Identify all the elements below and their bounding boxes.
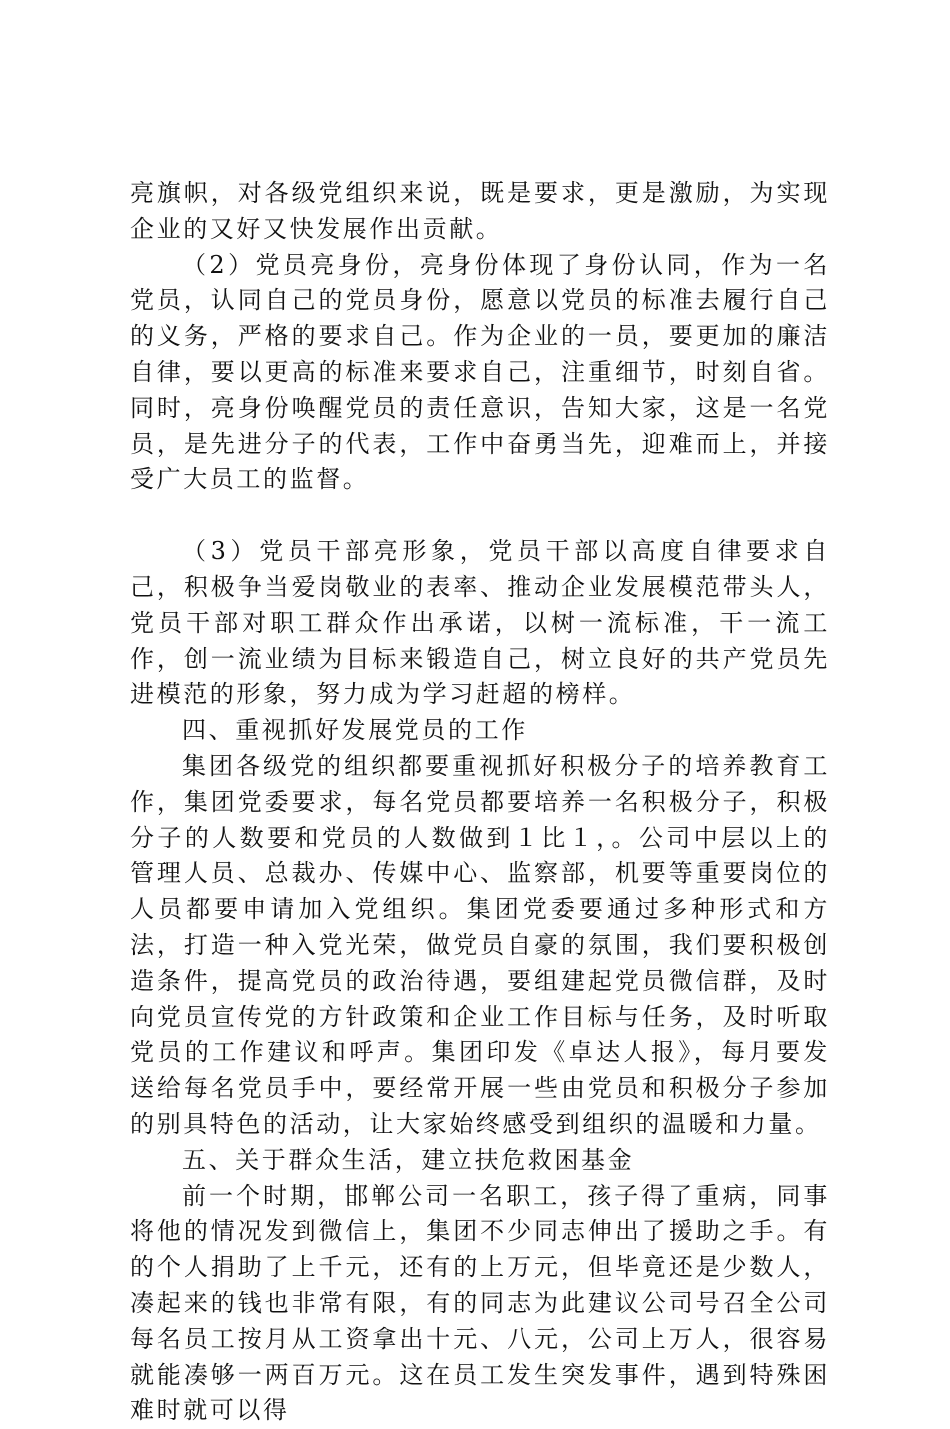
paragraph-item-3: （3）党员干部亮形象，党员干部以高度自律要求自己，积极争当爱岗敬业的表率、推动企业发展模范带头人，党员干部对职工群众作出承诺，以树一流标准，干一流工作，创一流业绩为目标来锻造自己，树立良好的共产党员先进模范的形象，努力成为学习赶超的榜样。 xyxy=(130,537,830,709)
section-heading-4: 四、重视抓好发展党员的工作 xyxy=(182,716,528,745)
section-heading-5: 五、关于群众生活，建立扶危救困基金 xyxy=(182,1145,635,1174)
paragraph-continuation: 亮旗帜，对各级党组织来说，既是要求，更是激励，为实现企业的又好又快发展作出贡献。 xyxy=(130,179,830,243)
paragraph-gap xyxy=(130,498,830,534)
paragraph-section-5: 前一个时期，邯郸公司一名职工，孩子得了重病，同事将他的情况发到微信上，集团不少同志伸出了援助之手。有的个人捐助了上千元，还有的上万元，但毕竟还是少数人，凑起来的钱也非常有限，有的同志为此建议公司号召全公司每名员工按月从工资拿出十元、八元，公司上万人，很容易就能凑够一两百万元。这在员工发生突发事件，遇到特殊困难时就可以得 xyxy=(130,1181,830,1425)
paragraph-section-4: 集团各级党的组织都要重视抓好积极分子的培养教育工作，集团党委要求，每名党员都要培养一名积极分子，积极分子的人数要和党员的人数做到１比１，。公司中层以上的管理人员、总裁办、传媒中心、监察部，机要等重要岗位的人员都要申请加入党组织。集团党委要通过多种形式和方法，打造一种入党光荣，做党员自豪的氛围，我们要积极创造条件，提高党员的政治待遇，要组建起党员微信群，及时向党员宣传党的方针政策和企业工作目标与任务，及时听取党员的工作建议和呼声。集团印发《卓达人报》，每月要发送给每名党员手中，要经常开展一些由党员和积极分子参加的别具特色的活动，让大家始终感受到组织的温暖和力量。 xyxy=(130,751,830,1138)
document-body xyxy=(130,176,830,1429)
paragraph-item-2: （2）党员亮身份，亮身份体现了身份认同，作为一名党员，认同自己的党员身份，愿意以党员的标准去履行自己的义务，严格的要求自己。作为企业的一员，要更加的廉洁自律，要以更高的标准来要求自己，注重细节，时刻自省。同时，亮身份唤醒党员的责任意识，告知大家，这是一名党员，是先进分子的代表，工作中奋勇当先，迎难而上，并接受广大员工的监督。 xyxy=(130,250,830,494)
